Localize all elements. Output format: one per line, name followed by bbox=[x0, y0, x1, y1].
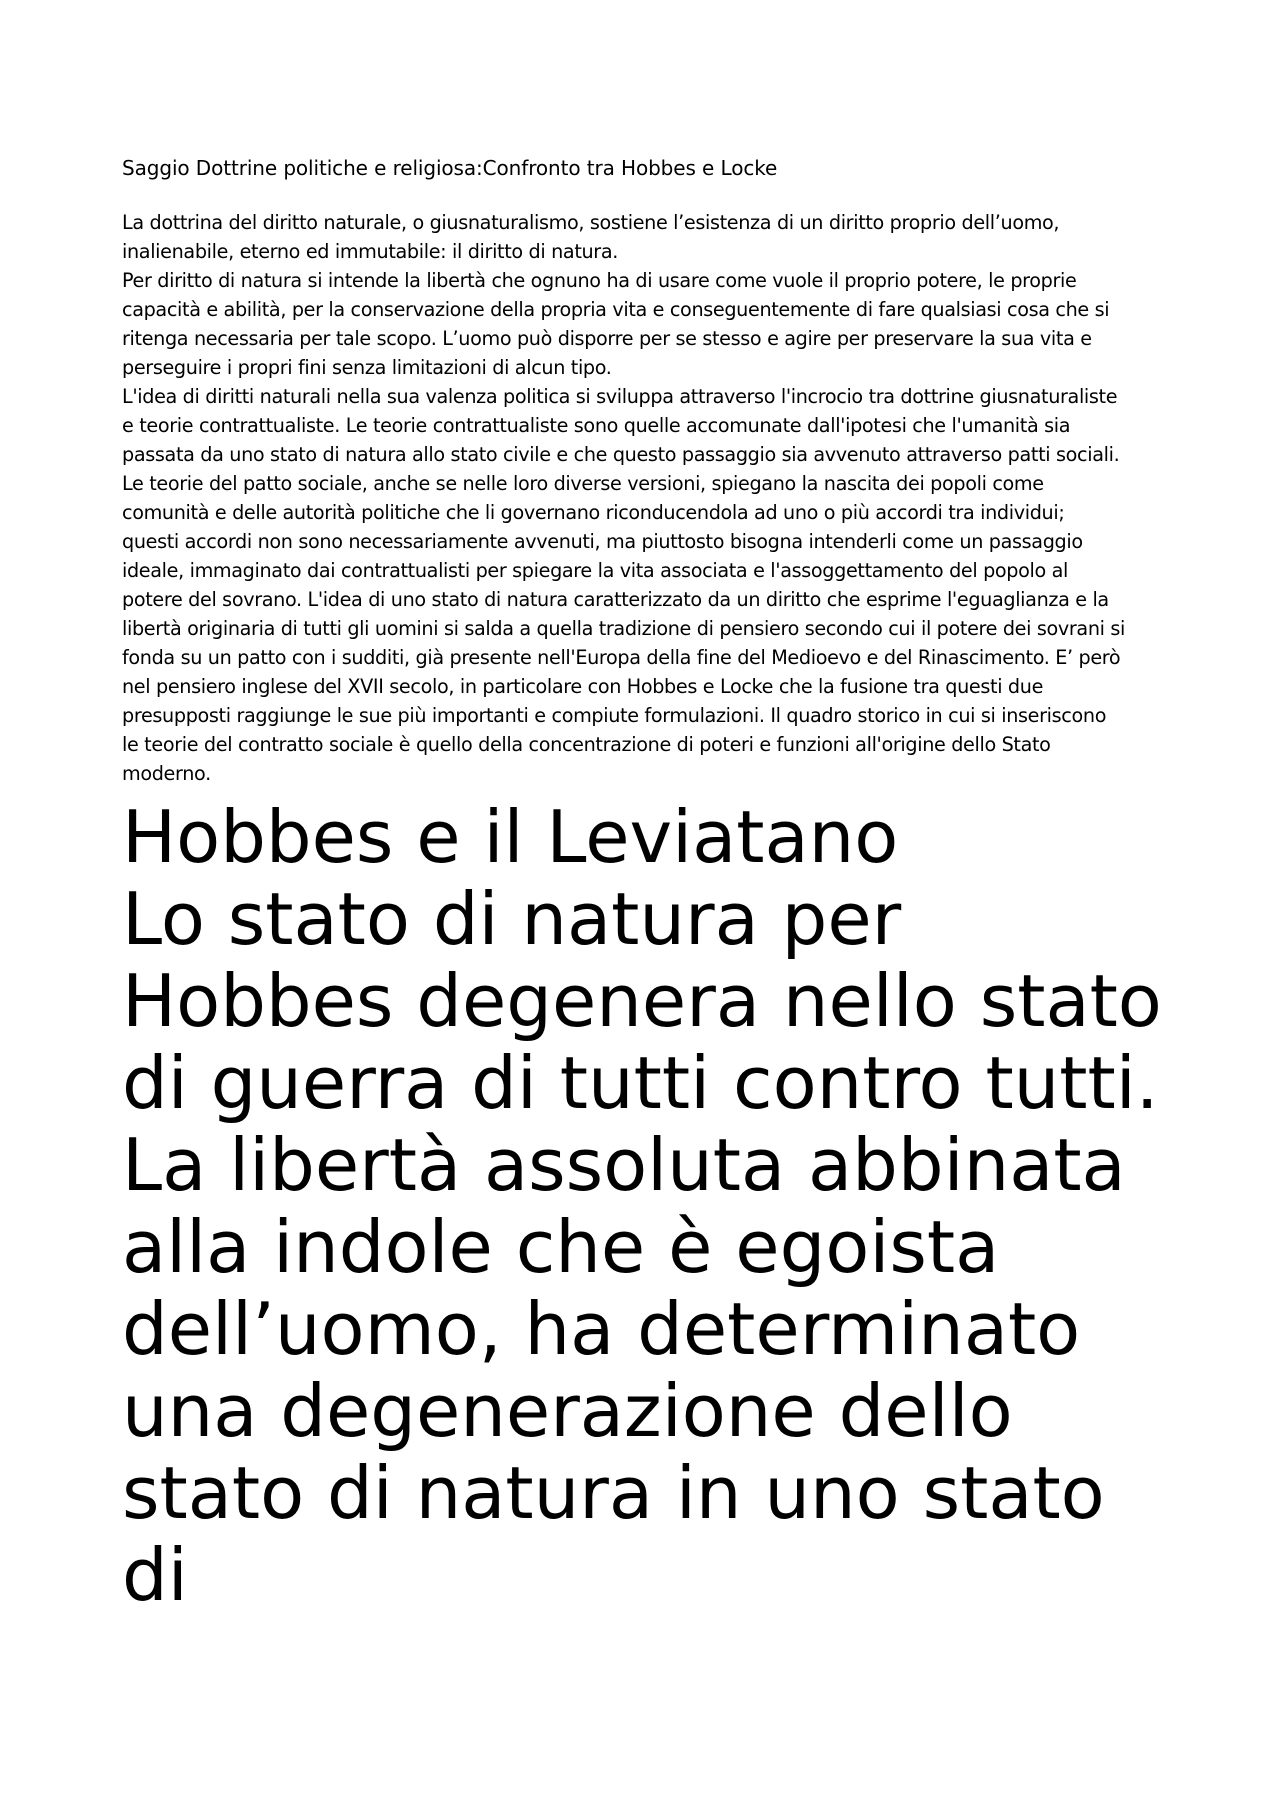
heading-line: Hobbes e il Leviatano bbox=[122, 795, 899, 879]
heading-line: di bbox=[122, 1533, 188, 1617]
body-line: ritenga necessaria per tale scopo. L’uomo può disporre per se stesso e agire per preservare la sua vita e bbox=[122, 327, 1092, 350]
body-line: nel pensiero inglese del XVII secolo, in particolare con Hobbes e Locke che la fusione tra questi due bbox=[122, 675, 1044, 698]
heading-line: La libertà assoluta abbinata bbox=[122, 1123, 1126, 1207]
heading-line: di guerra di tutti contro tutti. bbox=[122, 1041, 1159, 1125]
body-line: L'idea di diritti naturali nella sua valenza politica si sviluppa attraverso l'incrocio tra dottrine giusnaturaliste bbox=[122, 385, 1118, 408]
body-line: e teorie contrattualiste. Le teorie contrattualiste sono quelle accomunate dall'ipotesi che l'umanità sia bbox=[122, 414, 1071, 437]
body-text bbox=[122, 208, 1182, 788]
body-line: presupposti raggiunge le sue più importanti e compiute formulazioni. Il quadro storico in cui si inseriscono bbox=[122, 704, 1107, 727]
body-line: inalienabile, eterno ed immutabile: il diritto di natura. bbox=[122, 240, 618, 263]
body-line: le teorie del contratto sociale è quello della concentrazione di poteri e funzioni all'origine dello Stato bbox=[122, 733, 1051, 756]
body-line: Per diritto di natura si intende la libertà che ognuno ha di usare come vuole il proprio potere, le proprie bbox=[122, 269, 1077, 292]
body-line: comunità e delle autorità politiche che li governano riconducendola ad uno o più accordi tra individui; bbox=[122, 501, 1065, 524]
section-heading bbox=[122, 796, 1182, 1616]
body-line: capacità e abilità, per la conservazione della propria vita e conseguentemente di fare qualsiasi cosa che si bbox=[122, 298, 1110, 321]
body-line: La dottrina del diritto naturale, o giusnaturalismo, sostiene l’esistenza di un diritto proprio dell’uomo, bbox=[122, 211, 1060, 234]
body-line: perseguire i propri fini senza limitazioni di alcun tipo. bbox=[122, 356, 612, 379]
body-line: potere del sovrano. L'idea di uno stato di natura caratterizzato da un diritto che esprime l'eguaglianza e la bbox=[122, 588, 1109, 611]
body-line: fonda su un patto con i sudditi, già presente nell'Europa della fine del Medioevo e del Rinascimento. E’ però bbox=[122, 646, 1121, 669]
body-line: libertà originaria di tutti gli uomini si salda a quella tradizione di pensiero secondo cui il potere dei sovrani si bbox=[122, 617, 1126, 640]
body-line: passata da uno stato di natura allo stato civile e che questo passaggio sia avvenuto attraverso patti sociali. bbox=[122, 443, 1120, 466]
heading-line: stato di natura in uno stato bbox=[122, 1451, 1105, 1535]
heading-line: Hobbes degenera nello stato bbox=[122, 959, 1162, 1043]
document-title: Saggio Dottrine politiche e religiosa:Confronto tra Hobbes e Locke bbox=[122, 156, 778, 180]
heading-line: Lo stato di natura per bbox=[122, 877, 902, 961]
body-line: questi accordi non sono necessariamente avvenuti, ma piuttosto bisogna intenderli come un passaggio bbox=[122, 530, 1083, 553]
body-line: moderno. bbox=[122, 762, 211, 785]
body-line: Le teorie del patto sociale, anche se nelle loro diverse versioni, spiegano la nascita dei popoli come bbox=[122, 472, 1044, 495]
body-line: ideale, immaginato dai contrattualisti per spiegare la vita associata e l'assoggettamento del popolo al bbox=[122, 559, 1069, 582]
page-content bbox=[122, 154, 1182, 1616]
heading-line: dell’uomo, ha determinato bbox=[122, 1287, 1081, 1371]
heading-line: alla indole che è egoista bbox=[122, 1205, 1000, 1289]
heading-line: una degenerazione dello bbox=[122, 1369, 1013, 1453]
